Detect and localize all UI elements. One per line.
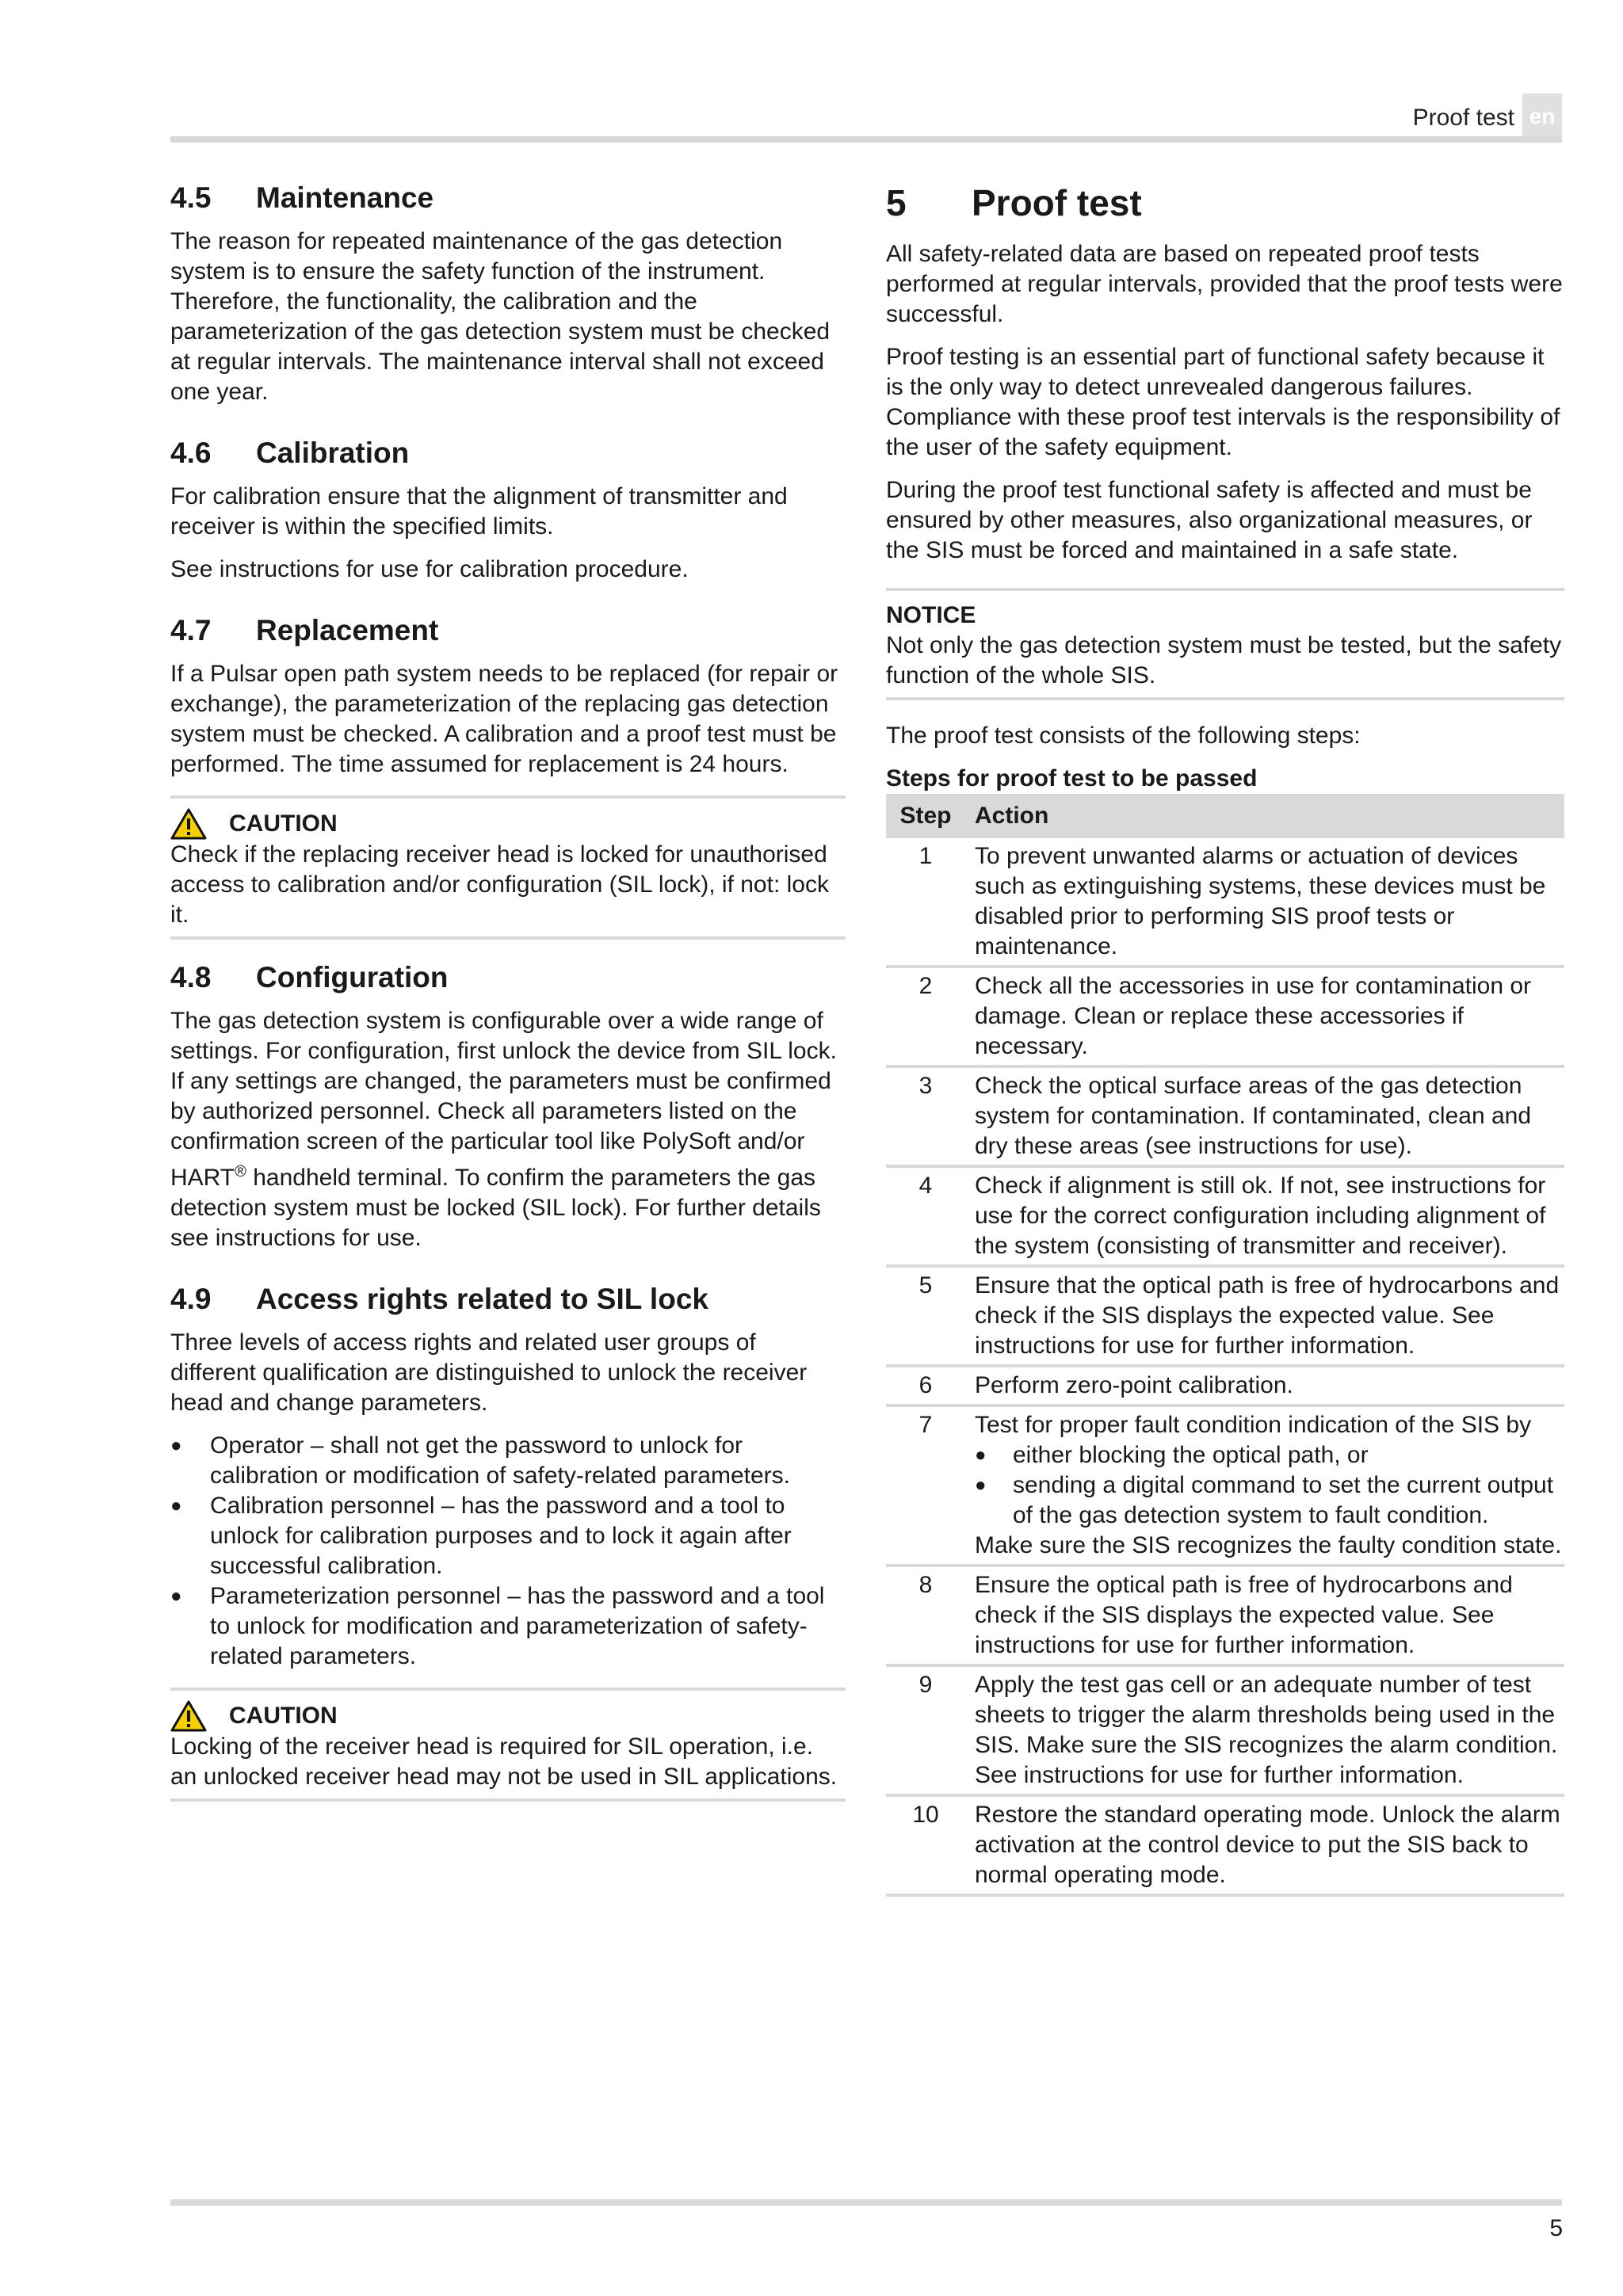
paragraph: The reason for repeated maintenance of the gas detection system is to ensure the safety function of the instrument. Therefore, the functionality, the calibration and the parameterization of the gas detection system must be checked at regular intervals. The maintenance interval shall not exceed one year. — [170, 228, 831, 405]
list-item: ● sending a digital command to set the current output of the gas detection system to fault condition. — [975, 1470, 1564, 1531]
section-access-rights — [170, 1282, 846, 1672]
caution-title: CAUTION — [229, 1703, 338, 1729]
step-action: Test for proper fault condition indication of the SIS by ● either blocking the optical path, or ● sending a digital command to set the current output of the gas detection system to fault condition. Make sure the SIS recognizes the faulty condition state. — [965, 1405, 1564, 1566]
step-action: Restore the standard operating mode. Unlock the alarm activation at the control device to put the SIS back to normal operating mode. — [965, 1795, 1564, 1895]
section-title: Replacement — [256, 614, 439, 646]
table-row — [886, 838, 1564, 967]
warning-triangle-icon — [170, 1700, 207, 1732]
section-configuration — [170, 960, 846, 1253]
paragraph: See instructions for use for calibration procedure. — [170, 556, 689, 582]
caution-box — [170, 795, 846, 940]
page-number: 5 — [1549, 2215, 1563, 2241]
table-header-row — [886, 794, 1564, 838]
table-row — [886, 1166, 1564, 1266]
step-number: 8 — [886, 1566, 965, 1665]
table-row — [886, 1665, 1564, 1795]
step-number: 2 — [886, 967, 965, 1066]
section-number: 4.9 — [170, 1283, 212, 1315]
paragraph: The gas detection system is configurable over a wide range of settings. For configuration, first unlock the device from SIL lock. If any settings are changed, the parameters must be confirmed by authorized personnel. Check all parameters listed on the confirmation screen of the particular tool like PolySoft and/or HART® handheld terminal. To confirm the parameters the gas detection system must be locked (SIL lock). For further details see instructions for use. — [170, 1008, 837, 1251]
chapter-heading — [886, 181, 1564, 225]
chapter-title: Proof test — [972, 182, 1142, 223]
section-title: Access rights related to SIL lock — [256, 1283, 708, 1315]
caution-text: Check if the replacing receiver head is locked for unauthorised access to calibration and/or configuration (SIL lock), if not: lock it. — [170, 841, 829, 928]
notice-box — [886, 588, 1564, 700]
table-row — [886, 1366, 1564, 1405]
page-header — [170, 93, 1562, 143]
paragraph: If a Pulsar open path system needs to be replaced (for repair or exchange), the parameterization of the replacing gas detection system must be checked. A calibration and a proof test must be performed. The time assumed for replacement is 24 hours. — [170, 661, 838, 777]
paragraph: Three levels of access rights and related user groups of different qualification are distinguished to unlock the receiver head and change parameters. — [170, 1329, 808, 1416]
step-number: 9 — [886, 1665, 965, 1795]
section-number: 4.5 — [170, 181, 212, 214]
column-header-step: Step — [886, 794, 965, 838]
step-number: 7 — [886, 1405, 965, 1566]
list-item: ● Parameterization personnel – has the password and a tool to unlock for modification and parameterization of safety-related parameters. — [170, 1581, 846, 1672]
list-item: ● either blocking the optical path, or — [975, 1440, 1564, 1470]
step-action: Check if alignment is still ok. If not, see instructions for use for the correct configuration including alignment of the system (consisting of transmitter and receiver). — [965, 1166, 1564, 1266]
step-action: Ensure that the optical path is free of hydrocarbons and check if the SIS displays the expected value. See instructions for use for further information. — [965, 1266, 1564, 1366]
step-number: 5 — [886, 1266, 965, 1366]
table-caption: Steps for proof test to be passed — [886, 765, 1258, 791]
step-action: Check the optical surface areas of the gas detection system for contamination. If contaminated, clean and dry these areas (see instructions for use). — [965, 1066, 1564, 1166]
table-row — [886, 1566, 1564, 1665]
access-rights-list — [170, 1431, 846, 1672]
list-item: ● Operator – shall not get the password to unlock for calibration or modification of safety-related parameters. — [170, 1431, 846, 1491]
section-maintenance — [170, 181, 846, 407]
footer-divider — [170, 2199, 1562, 2206]
table-row — [886, 1066, 1564, 1166]
paragraph: The proof test consists of the following steps: — [886, 723, 1361, 749]
caution-box — [170, 1688, 846, 1802]
step-action: Perform zero-point calibration. — [965, 1366, 1564, 1405]
step-action: Apply the test gas cell or an adequate number of test sheets to trigger the alarm thresholds being used in the SIS. Make sure the SIS recognizes the alarm condition. See instructions for use for further information. — [965, 1665, 1564, 1795]
table-row — [886, 1266, 1564, 1366]
step-action: To prevent unwanted alarms or actuation of devices such as extinguishing systems, these devices must be disabled prior to performing SIS proof tests or maintenance. — [965, 838, 1564, 967]
section-replacement — [170, 613, 846, 780]
step-number: 4 — [886, 1166, 965, 1266]
paragraph: For calibration ensure that the alignment of transmitter and receiver is within the specified limits. — [170, 483, 788, 540]
notice-title: NOTICE — [886, 602, 976, 628]
step-number: 3 — [886, 1066, 965, 1166]
table-row — [886, 1795, 1564, 1895]
registered-mark: ® — [235, 1163, 246, 1180]
header-divider — [170, 136, 1562, 143]
language-badge: en — [1522, 93, 1562, 139]
paragraph: During the proof test functional safety is affected and must be ensured by other measures, also organizational measures, or the SIS must be forced and maintained in a safe state. — [886, 477, 1533, 563]
section-number: 4.7 — [170, 614, 212, 646]
right-column — [886, 181, 1564, 1897]
step-number: 6 — [886, 1366, 965, 1405]
section-title: Calibration — [256, 437, 410, 469]
step-action: Check all the accessories in use for contamination or damage. Clean or replace these accessories if necessary. — [965, 967, 1564, 1066]
left-column — [170, 181, 846, 1822]
caution-title: CAUTION — [229, 810, 338, 837]
step-action: Ensure the optical path is free of hydrocarbons and check if the SIS displays the expected value. See instructions for use for further information. — [965, 1566, 1564, 1665]
list-item: ● Calibration personnel – has the password and a tool to unlock for calibration purposes and to lock it again after successful calibration. — [170, 1491, 846, 1581]
section-title: Configuration — [256, 961, 449, 994]
section-calibration — [170, 436, 846, 585]
chapter-number: 5 — [886, 182, 907, 223]
header-title: Proof test — [1412, 105, 1514, 131]
section-number: 4.8 — [170, 961, 212, 994]
table-row — [886, 1405, 1564, 1566]
proof-test-steps-table — [886, 794, 1564, 1897]
paragraph: Proof testing is an essential part of functional safety because it is the only way to detect unrevealed dangerous failures. Compliance with these proof test intervals is the responsibility of the user of the safety equipment. — [886, 344, 1560, 460]
sub-list — [975, 1440, 1564, 1531]
section-title: Maintenance — [256, 181, 434, 214]
warning-triangle-icon — [170, 808, 207, 840]
column-header-action: Action — [965, 794, 1564, 838]
section-number: 4.6 — [170, 437, 212, 469]
paragraph: All safety-related data are based on repeated proof tests performed at regular intervals, provided that the proof tests were successful. — [886, 241, 1563, 327]
table-row — [886, 967, 1564, 1066]
step-number: 1 — [886, 838, 965, 967]
notice-text: Not only the gas detection system must be tested, but the safety function of the whole SIS. — [886, 632, 1562, 688]
step-number: 10 — [886, 1795, 965, 1895]
caution-text: Locking of the receiver head is required for SIL operation, i.e. an unlocked receiver head may not be used in SIL applications. — [170, 1733, 838, 1790]
